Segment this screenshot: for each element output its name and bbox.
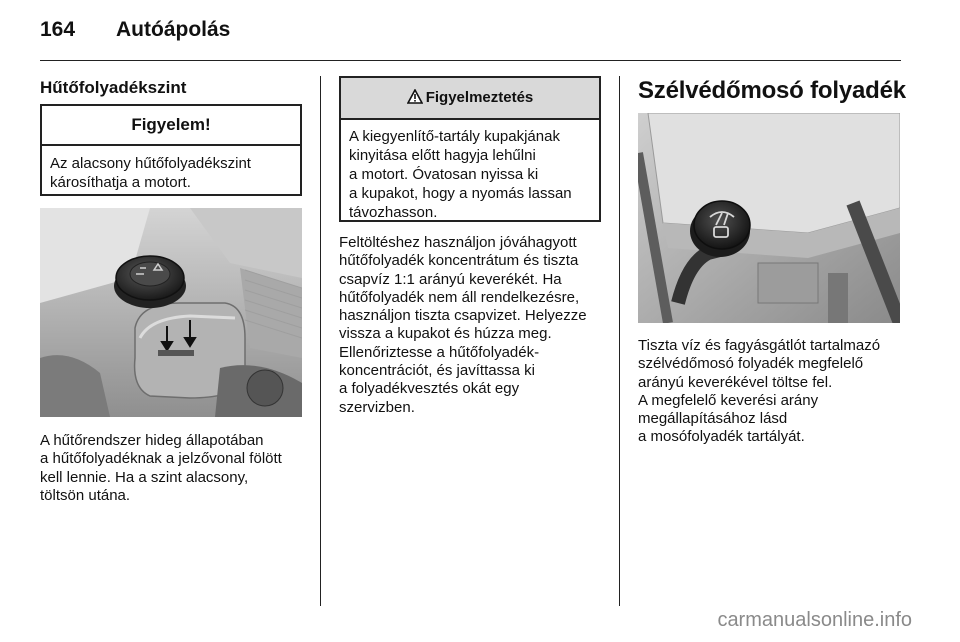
warning-box xyxy=(339,76,601,222)
washer-text: Tiszta víz és fagyásgátlót tartalmazó szélvédőmosó folyadék megfelelő arányú keverékével töltse fel. A megfelelő keverési arány megállapításához lásd a mosófolyadék tartályát. xyxy=(638,337,881,446)
notice-text: Az alacsony hűtőfolyadékszint károsíthatja a motort. xyxy=(50,155,251,191)
warning-title: Figyelmeztetés xyxy=(425,89,534,106)
warning-text: A kiegyenlítő-tartály kupakjának kinyitása előtt hagyja lehűlni a motort. Óvatosan nyissa ki a kupakot, hogy a nyomás lassan távozhasson. xyxy=(349,128,572,221)
coolant-heading: Hűtőfolyadékszint xyxy=(40,78,187,97)
notice-box xyxy=(40,104,302,196)
header-divider xyxy=(40,60,901,61)
warning-triangle-icon xyxy=(407,89,423,104)
column-divider-left xyxy=(320,76,321,606)
notice-title: Figyelem! xyxy=(42,106,300,146)
coolant-reservoir-photo xyxy=(40,208,302,417)
page-title: Autóápolás xyxy=(116,18,231,41)
coolant-reservoir-illustration xyxy=(40,208,302,417)
column-divider-right xyxy=(619,76,620,606)
page-number: 164 xyxy=(40,18,76,41)
watermark: carmanualsonline.info xyxy=(717,609,912,631)
washer-heading: Szélvédőmosó folyadék xyxy=(638,77,906,104)
washer-reservoir-illustration xyxy=(638,113,900,323)
coolant-caption: A hűtőrendszer hideg állapotában a hűtőfolyadéknak a jelzővonal fölött kell lennie. Ha a szint alacsony, töltsön utána. xyxy=(40,432,282,504)
warning-header xyxy=(341,78,599,120)
washer-reservoir-photo xyxy=(638,113,900,323)
coolant-refill-text: Feltöltéshez használjon jóváhagyott hűtőfolyadék koncentrátum és tiszta csapvíz 1:1 arányú keverékét. Ha hűtőfolyadék nem áll rendelkezésre, használjon tiszta csapvizet. Helyezze vissza a kupakot és húzza meg. Ellenőriztesse a hűtőfolyadék- koncentrációt, és javíttassa ki a folyadékvesztés okát egy szervizben. xyxy=(339,234,587,416)
